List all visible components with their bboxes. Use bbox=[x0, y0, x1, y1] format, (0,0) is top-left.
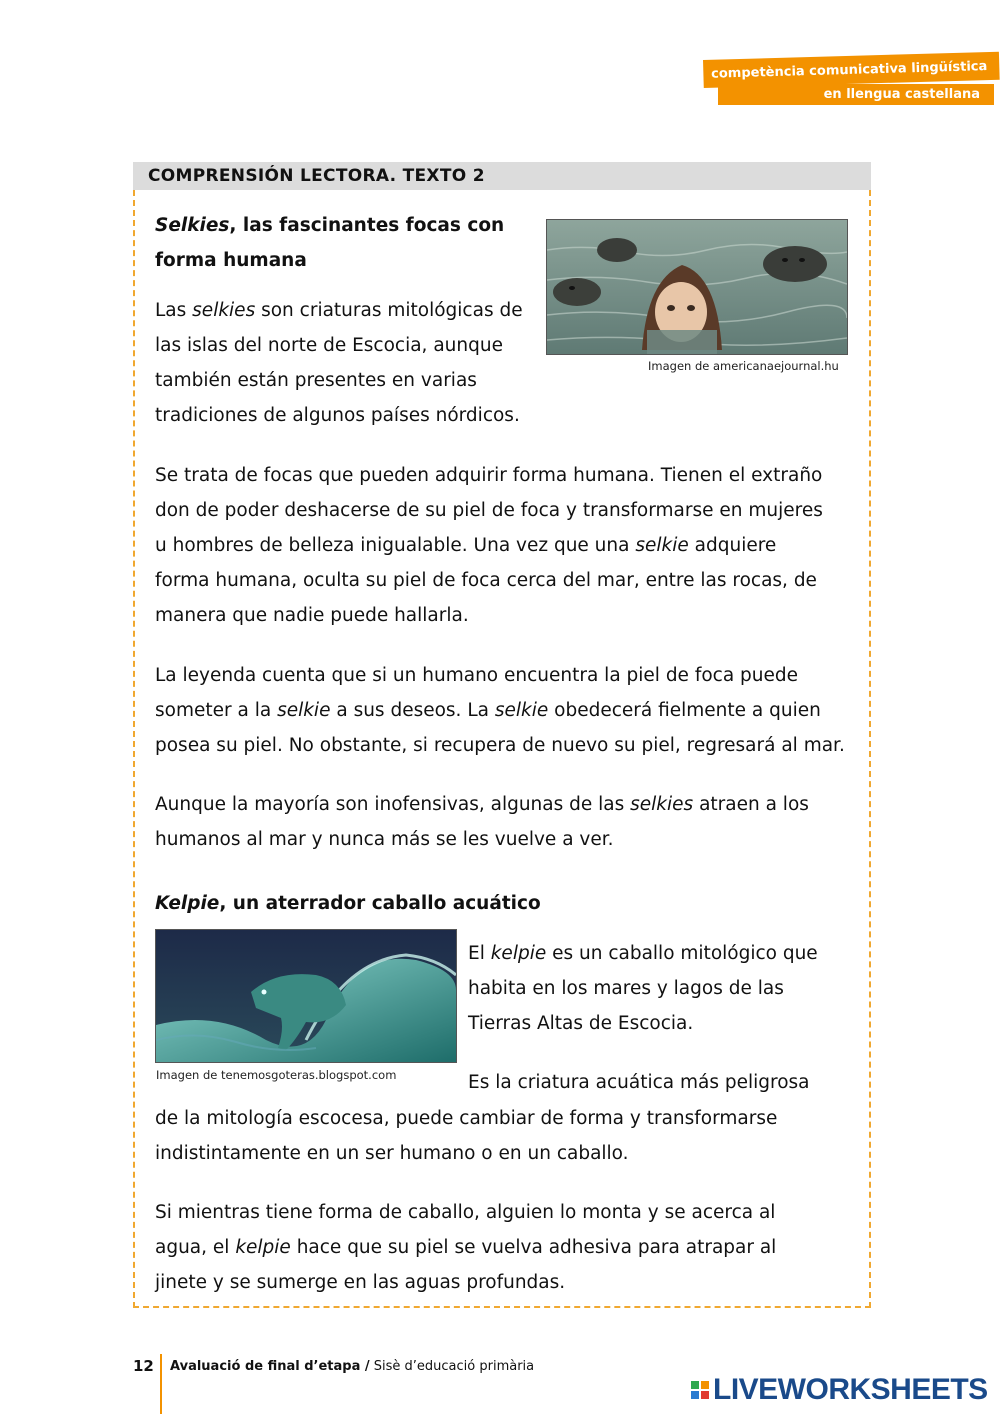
a1-p1-line4: tradiciones de algunos países nórdicos. bbox=[155, 405, 520, 426]
article1-title-line1: Selkies, las fascinantes focas con bbox=[155, 215, 505, 236]
a1-p1-line3: también están presentes en varias bbox=[155, 370, 477, 391]
a1-p3-line3: posea su piel. No obstante, si recupera de nuevo su piel, regresará al mar. bbox=[155, 735, 845, 756]
a1-p1-line1: Las selkies son criaturas mitológicas de bbox=[155, 300, 523, 321]
section-title: COMPRENSIÓN LECTORA. TEXTO 2 bbox=[133, 162, 871, 190]
liveworksheets-grid-icon bbox=[691, 1381, 709, 1399]
a2-p2-line3: indistintamente en un ser humano o en un caballo. bbox=[155, 1143, 629, 1164]
page-number: 12 bbox=[133, 1357, 154, 1375]
a1-p2-line1: Se trata de focas que pueden adquirir forma humana. Tienen el extraño bbox=[155, 465, 823, 486]
a2-p1-line1: El kelpie es un caballo mitológico que bbox=[468, 943, 818, 964]
a1-p2-line5: manera que nadie puede hallarla. bbox=[155, 605, 469, 626]
a2-p2-line1: Es la criatura acuática más peligrosa bbox=[468, 1072, 810, 1093]
selkie-image bbox=[546, 219, 848, 355]
footer-title: Avaluació de final d’etapa / Sisè d’educació primària bbox=[170, 1359, 535, 1374]
subject-tag-line2: en llengua castellana bbox=[718, 84, 994, 105]
a1-p4-line2: humanos al mar y nunca más se les vuelve a ver. bbox=[155, 829, 614, 850]
kelpie-image bbox=[155, 929, 457, 1063]
a2-p3-line3: jinete y se sumerge en las aguas profundas. bbox=[155, 1272, 566, 1293]
a2-p3-line1: Si mientras tiene forma de caballo, alguien lo monta y se acerca al bbox=[155, 1202, 776, 1223]
a1-p4-line1: Aunque la mayoría son inofensivas, algunas de las selkies atraen a los bbox=[155, 794, 809, 815]
liveworksheets-logo[interactable] bbox=[691, 1373, 988, 1407]
a1-p3-line1: La leyenda cuenta que si un humano encuentra la piel de foca puede bbox=[155, 665, 799, 686]
subject-tag-line1: competència comunicativa lingüística bbox=[703, 52, 1000, 88]
article1-title-line2: forma humana bbox=[155, 250, 307, 271]
a2-p1-line2: habita en los mares y lagos de las bbox=[468, 978, 784, 999]
a2-p2-line2: de la mitología escocesa, puede cambiar de forma y transformarse bbox=[155, 1108, 778, 1129]
a1-p1-line2: las islas del norte de Escocia, aunque bbox=[155, 335, 503, 356]
a1-p2-line2: don de poder deshacerse de su piel de foca y transformarse en mujeres bbox=[155, 500, 823, 521]
brand-name: LIVEWORKSHEETS bbox=[713, 1373, 988, 1406]
article2-title: Kelpie, un aterrador caballo acuático bbox=[155, 893, 541, 914]
footer-divider bbox=[160, 1354, 162, 1414]
a2-p3-line2: agua, el kelpie hace que su piel se vuelva adhesiva para atrapar al bbox=[155, 1237, 777, 1258]
a2-p1-line3: Tierras Altas de Escocia. bbox=[468, 1013, 694, 1034]
a1-p2-line3: u hombres de belleza inigualable. Una vez que una selkie adquiere bbox=[155, 535, 777, 556]
a1-p3-line2: someter a la selkie a sus deseos. La selkie obedecerá fielmente a quien bbox=[155, 700, 821, 721]
selkie-image-caption: Imagen de americanaejournal.hu bbox=[648, 359, 839, 373]
kelpie-image-caption: Imagen de tenemosgoteras.blogspot.com bbox=[156, 1068, 397, 1082]
a1-p2-line4: forma humana, oculta su piel de foca cerca del mar, entre las rocas, de bbox=[155, 570, 817, 591]
